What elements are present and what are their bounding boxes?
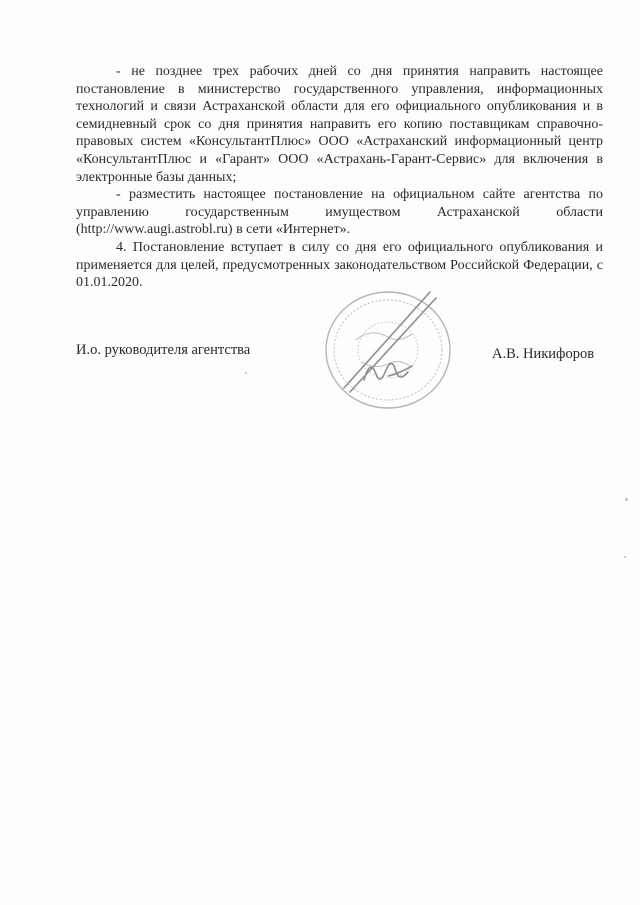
official-seal-stamp [318, 284, 458, 414]
paragraph-publication: - не позднее трех рабочих дней со дня принятия направить настоящее постановление в министерство государственного управления, информационных технологий и связи Астраханской области для его официального опубликования и в семидневный срок со дня принятия направить его копию поставщикам справочно-правовых систем «КонсультантПлюс» ООО «Астраханский информационный центр «КонсультантПлюс и «Гарант» ООО «Астрахань-Гарант-Сервис» для включения в электронные базы данных; [76, 64, 603, 185]
scan-speck [624, 556, 626, 558]
paragraph-website: - разместить настоящее постановление на официальном сайте агентства по управлению государственным имуществом Астраханской области (http://www.augi.astrobl.ru) в сети «Интернет». [76, 187, 603, 238]
signer-name: А.В. Никифоров [492, 346, 595, 362]
scan-speck [245, 372, 247, 374]
signer-title: И.о. руководителя агентства [76, 342, 251, 358]
document-body [76, 63, 603, 292]
paragraph-effective-date: 4. Постановление вступает в силу со дня его официального опубликования и применяется для целей, предусмотренных законодательством Российской Федерации, с 01.01.2020. [76, 239, 603, 291]
scan-speck [625, 498, 628, 501]
handwritten-signature [344, 292, 436, 392]
